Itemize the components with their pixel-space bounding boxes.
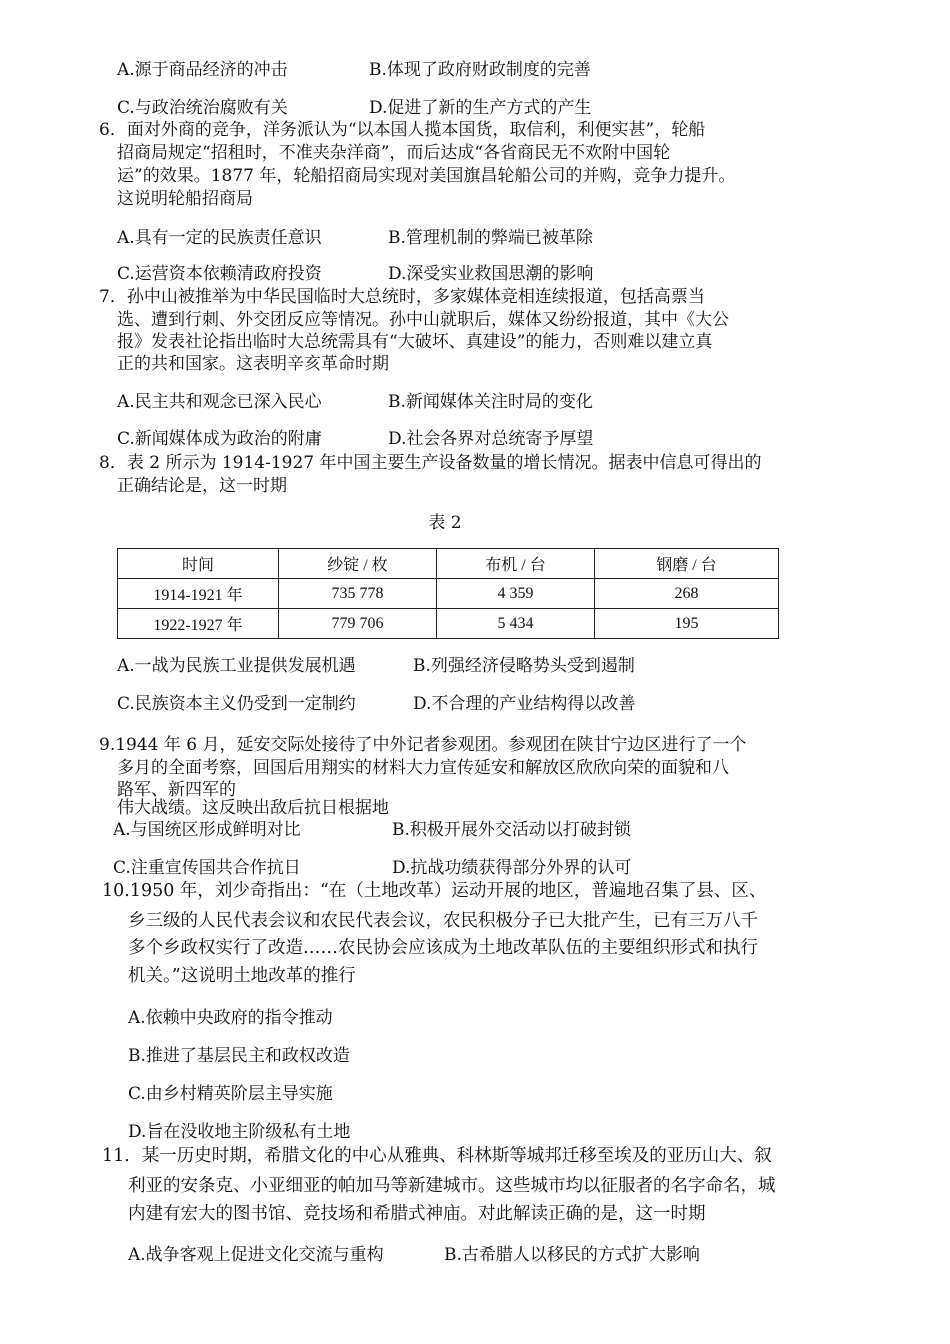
q11-option-a: A.战争客观上促进文化交流与重构	[128, 1245, 384, 1265]
q10-line-1: 10.1950 年，刘少奇指出：“在（土地改革）运动开展的地区，普遍地召集了县、区、	[102, 881, 767, 901]
q6-option-d: D.深受实业救国思潮的影响	[388, 264, 594, 284]
q9-option-b: B.积极开展外交活动以打破封锁	[392, 820, 631, 840]
q8-option-c: C.民族资本主义仍受到一定制约	[117, 694, 356, 714]
q6-line-3: 运”的效果。1877 年，轮船招商局实现对美国旗昌轮船公司的并购，竞争力提升。	[117, 166, 736, 186]
q6-option-b: B.管理机制的弊端已被革除	[388, 228, 593, 248]
q10-option-b: B.推进了基层民主和政权改造	[128, 1046, 350, 1066]
q6-line-4: 这说明轮船招商局	[117, 189, 253, 209]
table-caption: 表 2	[428, 513, 462, 533]
table-header-cell: 纱锭 / 枚	[279, 549, 437, 579]
q11-option-b: B.古希腊人以移民的方式扩大影响	[444, 1245, 700, 1265]
q7-option-c: C.新闻媒体成为政治的附庸	[117, 429, 322, 449]
q7-option-d: D.社会各界对总统寄予厚望	[388, 429, 594, 449]
q5-option-a: A.源于商品经济的冲击	[117, 60, 288, 80]
q10-line-2: 乡三级的人民代表会议和农民代表会议，农民积极分子已大批产生，已有三万八千	[128, 911, 758, 931]
q9-option-d: D.抗战功绩获得部分外界的认可	[392, 858, 632, 878]
q6-line-2: 招商局规定“招租时，不准夹杂洋商”，而后达成“各省商民无不欢附中国轮	[117, 143, 671, 163]
q10-line-3: 多个乡政权实行了改造……农民协会应该成为土地改革队伍的主要组织形式和执行	[128, 938, 758, 958]
table-cell: 268	[595, 579, 779, 609]
table-row	[118, 579, 779, 609]
q9-line-3: 路军、新四军的	[117, 780, 236, 800]
q9-line-2: 多月的全面考察，回国后用翔实的材料大力宣传延安和解放区欣欣向荣的面貌和八	[117, 758, 729, 778]
q11-line-1: 11．某一历史时期，希腊文化的中心从雅典、科林斯等城邦迁移至埃及的亚历山大、叙	[102, 1146, 772, 1166]
q5-option-c: C.与政治统治腐败有关	[117, 98, 288, 118]
q8-option-a: A.一战为民族工业提供发展机遇	[117, 656, 356, 676]
table-header-cell: 钢磨 / 台	[595, 549, 779, 579]
table-cell: 779 706	[279, 609, 437, 639]
production-table	[117, 548, 779, 639]
q8-line-1: 8．表 2 所示为 1914-1927 年中国主要生产设备数量的增长情况。据表中信息可得出的	[99, 453, 762, 473]
table-header-cell: 时间	[118, 549, 279, 579]
q5-option-d: D.促进了新的生产方式的产生	[369, 98, 592, 118]
table-cell: 195	[595, 609, 779, 639]
q11-line-3: 内建有宏大的图书馆、竞技场和希腊式神庙。对此解读正确的是，这一时期	[128, 1204, 706, 1224]
q6-option-a: A.具有一定的民族责任意识	[117, 228, 322, 248]
q7-option-b: B.新闻媒体关注时局的变化	[388, 392, 593, 412]
table-cell: 5 434	[437, 609, 595, 639]
q10-option-a: A.依赖中央政府的指令推动	[128, 1008, 333, 1028]
q9-option-c: C.注重宣传国共合作抗日	[113, 858, 301, 878]
q9-line-1: 9.1944 年 6 月，延安交际处接待了中外记者参观团。参观团在陕甘宁边区进行了一个	[99, 735, 747, 755]
q7-line-4: 正的共和国家。这表明辛亥革命时期	[117, 354, 389, 374]
q5-option-b: B.体现了政府财政制度的完善	[369, 60, 591, 80]
q6-option-c: C.运营资本依赖清政府投资	[117, 264, 322, 284]
table-cell: 735 778	[279, 579, 437, 609]
q7-option-a: A.民主共和观念已深入民心	[117, 392, 322, 412]
table-header-row	[118, 549, 779, 579]
table-cell: 1914-1921 年	[118, 579, 279, 609]
q7-line-1: 7．孙中山被推举为中华民国临时大总统时，多家媒体竞相连续报道，包括高票当	[99, 287, 705, 307]
table-cell: 4 359	[437, 579, 595, 609]
table-row	[118, 609, 779, 639]
q9-option-a: A.与国统区形成鲜明对比	[113, 820, 301, 840]
table-cell: 1922-1927 年	[118, 609, 279, 639]
q9-line-4: 伟大战绩。这反映出敌后抗日根据地	[117, 798, 389, 818]
q8-option-d: D.不合理的产业结构得以改善	[413, 694, 636, 714]
q8-option-b: B.列强经济侵略势头受到遏制	[413, 656, 635, 676]
q8-line-2: 正确结论是，这一时期	[117, 476, 287, 496]
q11-line-2: 利亚的安条克、小亚细亚的帕加马等新建城市。这些城市均以征服者的名字命名，城	[128, 1176, 776, 1196]
q6-line-1: 6．面对外商的竞争，洋务派认为“以本国人揽本国货，取信利，利便实甚”，轮船	[99, 120, 706, 140]
q7-line-2: 选、遭到行刺、外交团反应等情况。孙中山就职后，媒体又纷纷报道，其中《大公	[117, 310, 729, 330]
q10-option-c: C.由乡村精英阶层主导实施	[128, 1084, 333, 1104]
table-header-cell: 布机 / 台	[437, 549, 595, 579]
q10-line-4: 机关。”这说明土地改革的推行	[128, 966, 356, 986]
q7-line-3: 报》发表社论指出临时大总统需具有“大破坏、真建设”的能力，否则难以建立真	[117, 332, 713, 352]
q10-option-d: D.旨在没收地主阶级私有土地	[128, 1122, 351, 1142]
